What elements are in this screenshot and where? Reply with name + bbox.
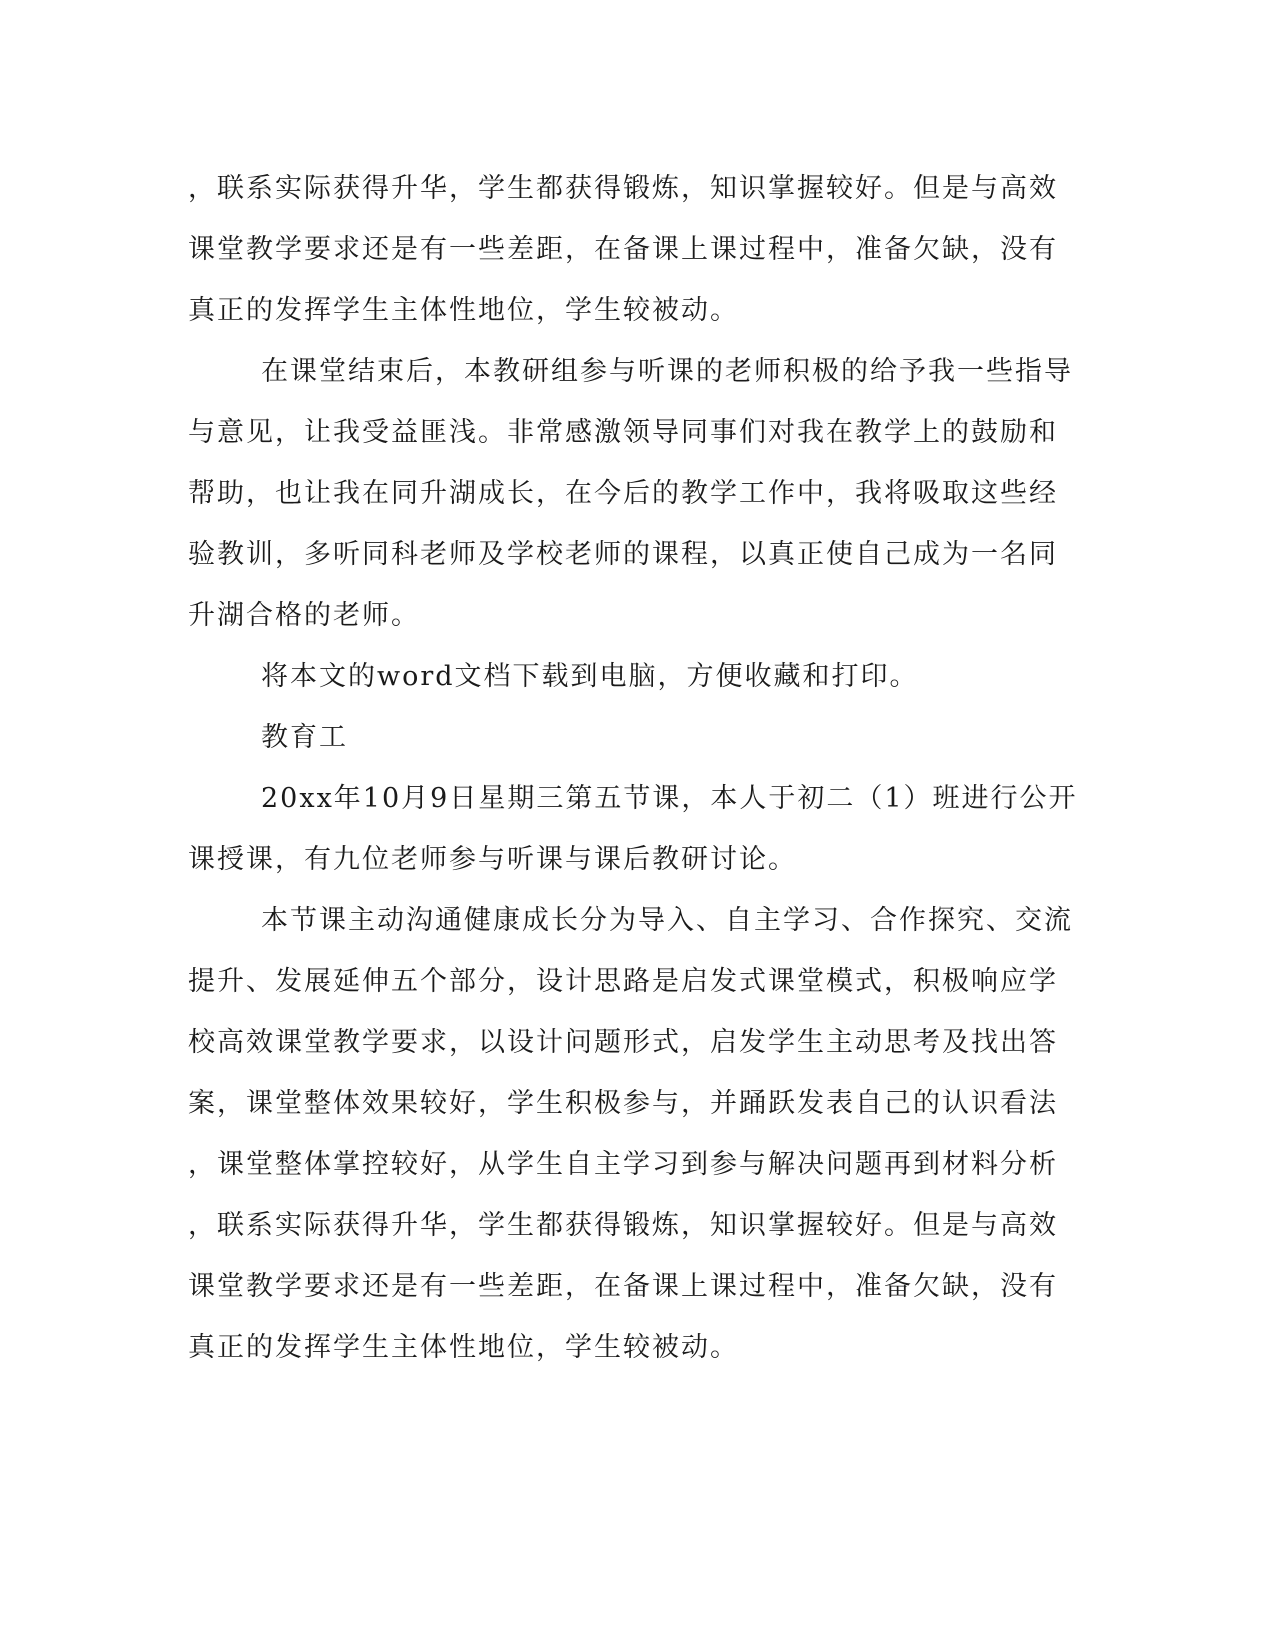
paragraph-line: 帮助，也让我在同升湖成长，在今后的教学工作中，我将吸取这些经 [188, 478, 1058, 509]
paragraph-line: 课授课，有九位老师参与听课与课后教研讨论。 [188, 844, 797, 875]
paragraph-line: 真正的发挥学生主体性地位，学生较被动。 [188, 295, 739, 326]
paragraph-line: 课堂教学要求还是有一些差距，在备课上课过程中，准备欠缺，没有 [188, 234, 1058, 265]
paragraph-line: 本节课主动沟通健康成长分为导入、自主学习、合作探究、交流 [261, 905, 1073, 936]
paragraph-line: 课堂教学要求还是有一些差距，在备课上课过程中，准备欠缺，没有 [188, 1271, 1058, 1302]
paragraph-line: 升湖合格的老师。 [188, 600, 420, 631]
paragraph-line: 提升、发展延伸五个部分，设计思路是启发式课堂模式，积极响应学 [188, 966, 1058, 997]
document-body [188, 158, 1078, 1378]
paragraph-line: 20xx年10月9日星期三第五节课，本人于初二（1）班进行公开 [261, 783, 1078, 814]
paragraph-line: ，课堂整体掌控较好，从学生自主学习到参与解决问题再到材料分析 [188, 1149, 1058, 1180]
paragraph-line: 验教训，多听同科老师及学校老师的课程，以真正使自己成为一名同 [188, 539, 1058, 570]
paragraph-line: 案，课堂整体效果较好，学生积极参与，并踊跃发表自己的认识看法 [188, 1088, 1058, 1119]
paragraph-line: ，联系实际获得升华，学生都获得锻炼，知识掌握较好。但是与高效 [188, 173, 1058, 204]
paragraph-line: 校高效课堂教学要求，以设计问题形式，启发学生主动思考及找出答 [188, 1027, 1058, 1058]
paragraph-line: 真正的发挥学生主体性地位，学生较被动。 [188, 1332, 739, 1363]
paragraph-line: 与意见，让我受益匪浅。非常感激领导同事们对我在教学上的鼓励和 [188, 417, 1058, 448]
section-heading: 教育工 [261, 722, 348, 753]
paragraph-line: ，联系实际获得升华，学生都获得锻炼，知识掌握较好。但是与高效 [188, 1210, 1058, 1241]
paragraph-line: 在课堂结束后，本教研组参与听课的老师积极的给予我一些指导 [261, 356, 1073, 387]
download-note: 将本文的word文档下载到电脑，方便收藏和打印。 [261, 661, 919, 692]
